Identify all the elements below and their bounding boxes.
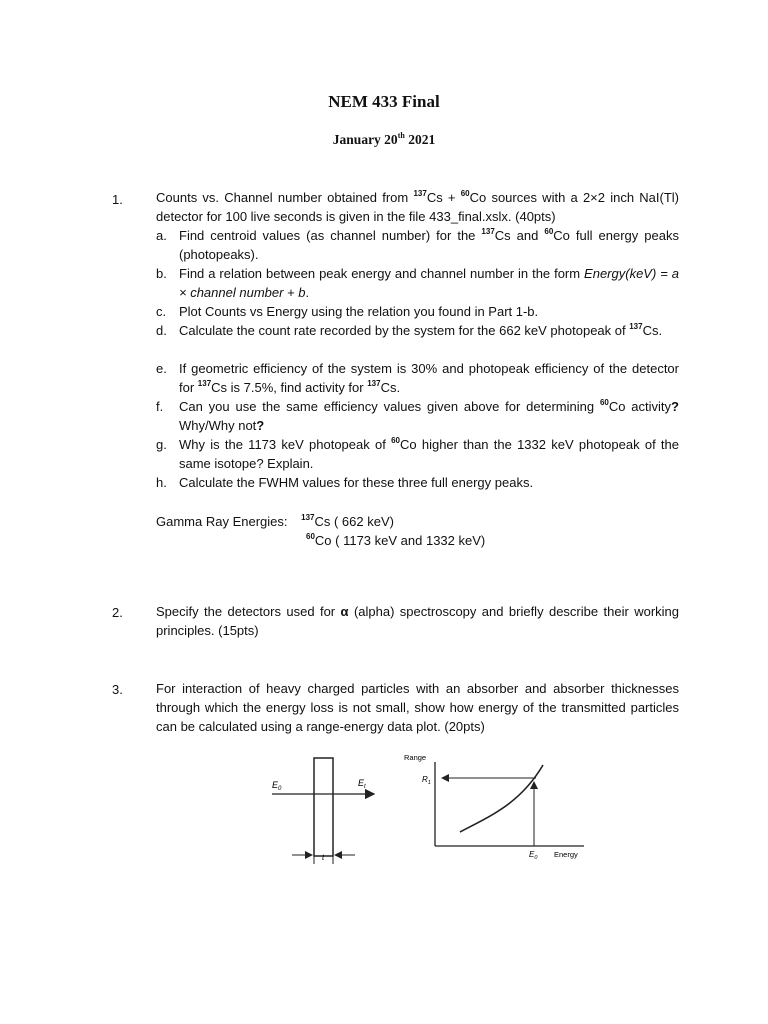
exam-date: January 20th 2021: [332, 131, 436, 147]
question-1-number: 1.: [112, 192, 123, 207]
question-2-text: Specify the detectors used for α (alpha) spectroscopy and briefly describe their working principles. (15pts): [156, 604, 679, 638]
r1-label: $R_1$: [422, 775, 431, 786]
range-axis-label: Range: [404, 753, 427, 762]
gamma-ray-energies: Gamma Ray Energies: $^{137}$Cs ( 662 keV): [156, 513, 394, 529]
range-energy-plot: [400, 750, 590, 865]
et-label: $E_t$: [358, 778, 366, 790]
question-3-number: 3.: [112, 682, 123, 697]
range-curve: [460, 765, 543, 832]
page-title: NEM 433 Final: [328, 92, 440, 111]
question-2-number: 2.: [112, 605, 123, 620]
thickness-label: t: [322, 853, 325, 862]
question-1-text: Counts vs. Channel number obtained from $^{137}$Cs + $^{60}$Co sources with a 2×2 inch NaI(Tl) detector for 100 live seconds is given in the file 433_final.xslx. (40pts): [156, 189, 679, 224]
absorber-figure: [262, 752, 392, 872]
gamma-ray-energies-co: $^{60}$Co ( 1173 keV and 1332 keV): [306, 532, 486, 548]
energy-axis-label: Energy: [554, 850, 578, 859]
e0-axis-label: $E_0$: [529, 850, 538, 861]
absorber-slab: [314, 758, 333, 856]
e0-label: $E_0$: [272, 780, 282, 792]
question-3-text: For interaction of heavy charged particles with an absorber and absorber thicknesses through which the energy loss is not small, show how energy of the transmitted particles can be calculated using a range-energy data plot. (20pts): [156, 681, 679, 734]
